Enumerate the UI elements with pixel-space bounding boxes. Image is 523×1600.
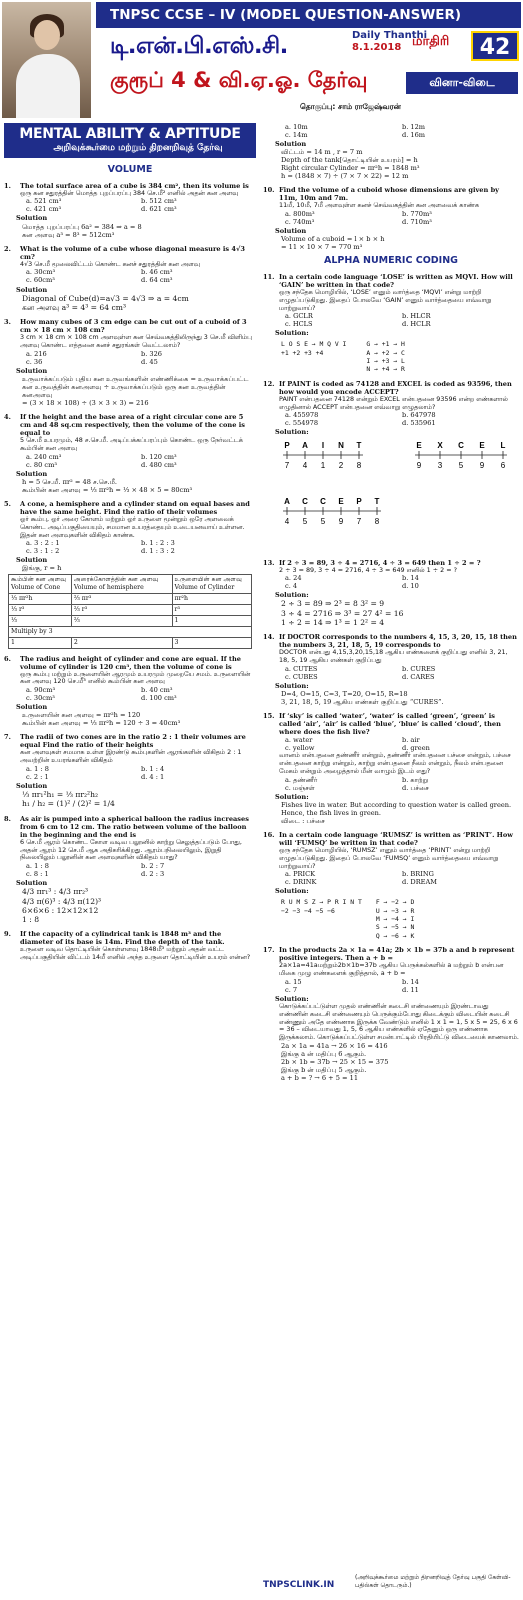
question-4: 4. If the height and the base area of a right circular cone are 5 cm and 48 sq.cm respectively, then the volume of the cone is equal to 5 செ.மீ உயரமும், 48 ச.செ.மீ. அடிப்பக்கப்பரப்பும் கொண்ட ஒரு நேர்வட்டக் கூம்பின் கன அளவு a. 240 cm³ b. 120 cm³ c. 80 cm³ d. 480 cm³ Solution h = 5 செ.மீ. πr² = 48 ச.செ.மீ. கூம்பின் கன அளவு = ⅓ πr²h = ⅓ × 48 × 5 = 80cm³ (4, 412, 245, 494)
paint-letter: I (321, 440, 325, 450)
question-17: 17. In the products 2a × 1a = 41a; 2b × 1b = 37b a and b represent positive integers. Then a + b = 2a×1a=41aமற்றும்2b×1b=37b ஆகிய பெருக்கல்களில் a மற்றும் b என்பன மிகை முழு எண்களைக் குறித்தால், a + b = a. 15 b. 14 c. 7 d. 11 Solution: கொடுக்கப்பட்டுள்ள முதல் எண்ணின் கடைசி எண்ணையும் இரண்டாவது எண்ணின் கடைசி எண்ணையும் பெருக்கும்போது கிடைக்கும் விடையின் கடைசி எண்ணும் அதே எண்ணாக இருக்க வேண்டும் எனில் 1 x 1 = 1, 5 x 5 = 25, 6 x 6 = 36 – விடையாவது 1, 5, 6 ஆகிய எண்களில் ஏதேனும் ஒரு எண்ணாக இருக்கலாம். கொடுக்கப்பட்டுள்ள சமன்பாட்டில் பிரதியிட்டு விடையைக் காணலாம். 2a × 1a = 41a → 26 × 16 = 416 இங்கு a ன் மதிப்பு 6 ஆகும். 2b × 1b = 37b → 25 × 15 = 375 இங்கு b ன் மதிப்பு 5 ஆகும். a + b = ? → 6 + 5 = 11 (263, 946, 519, 1083)
lose-code-diagram: L O S E → M Q V I +1 +2 +3 +4 G → +1 → H A → +2 → C I → +3 → L N → +4 → R (281, 340, 405, 374)
paint-letter: N (338, 440, 344, 450)
page-footer (263, 1574, 519, 1596)
accept-digit: 5 (302, 516, 308, 526)
left-column (4, 123, 256, 962)
excel-digit: 5 (458, 460, 464, 470)
paint-letter: P (284, 440, 290, 450)
student-photo (2, 2, 94, 118)
excel-digit: 3 (437, 460, 443, 470)
accept-letter: C (302, 496, 308, 506)
rumsz-code-diagram: R U M S Z → P R I N T −2 −3 −4 −5 −6 F → −2 → D U → −3 → R M → −4 → I S → −5 → N Q → −6 → K (281, 898, 415, 940)
question-14: 14. If DOCTOR corresponds to the numbers 4, 15, 3, 20, 15, 18 then the numbers 3, 21, 18, 5, 19 corresponds to DOCTOR என்பது 4,15,3,20,15,18 ஆகிய எண்களைக் குறிப்பது எனில் 3, 21, 18, 5, 19 ஆகிய எண்கள் குறிப்பது a. CUTES b. CURES c. CUBES d. CARES Solution: D=4, O=15, C=3, T=20, O=15, R=18 3, 21, 18, 5, 19 ஆகிய எண்கள் குறிப்பது “CURES”. (263, 633, 517, 707)
accept-digit: 5 (320, 516, 326, 526)
website-label: TNPSCLINK.IN (263, 1580, 335, 1590)
accept-letter: T (374, 496, 380, 506)
section-title-alpha-numeric: ALPHA NUMERIC CODING (324, 255, 458, 267)
question-3: 3. How many cubes of 3 cm edge can be cut out of a cuboid of 3 cm × 18 cm × 108 cm? 3 cm × 18 cm × 108 cm அளவுள்ள கன செவ்வகத்திலிருந்து 3 செ.மீ விளிம்பு அளவு கொண்ட எத்தனை கனச் சதுரங்கள் வெட்டலாம்? a. 216 b. 326 c. 36 d. 45 Solution உருவாக்கப்படும் புதிய கன உருவங்களின் எண்ணிக்கை = உருவாக்கப்பட்ட கன உருவத்தின் கனஅளவு ÷ உருவாக்கப்படும் ஒரு கன உருவத்தின் கனஅளவு = (3 × 18 × 108) ÷ (3 × 3 × 3) = 216 (4, 318, 252, 407)
question-16: 16. In a certain code language ‘RUMSZ’ is written as ‘PRINT’. How will ‘FUMSQ’ be written in that code? ஒரு சந்தேக மொழியில், ‘RUMSZ’ எனும் வார்த்தை ‘PRINT’ என்று மாற்றி எழுதப்படுகிறது. இதைப் போலவே ‘FUMSQ’ எனும் வார்த்தையை எவ்வாறு மாற்றுவாய்? a. PRICK b. BRING c. DRINK d. DREAM Solution: R U M S Z → P R I N T −2 −3 −4 −5 −6 F → −2 → D U → −3 → R M → −4 → I S → −5 → N Q → −6 → K (263, 831, 519, 940)
excel-letter: E (416, 440, 422, 450)
question-7: 7. The radii of two cones are in the ratio 2 : 1 their volumes are equal Find the ratio of their heights கன அளவுகள் சமமாக உள்ள இரண்டு கூம்புகளின் ஆரங்களின் விகிதம் 2 : 1 அவற்றின் உயரங்களின் விகிதம் a. 1 : 8 b. 1 : 4 c. 2 : 1 d. 4 : 1 Solution ⅓ πr₁²h₁ = ⅓ πr₂²h₂ h₁ / h₂ = (1)² / (2)² = 1/4 (4, 733, 246, 809)
right-column (263, 123, 519, 1082)
excel-digit: 9 (416, 460, 422, 470)
accept-digit: 7 (356, 516, 362, 526)
question-5: 5. A cone, a hemisphere and a cylinder stand on equal bases and have the same height. Find the ratio of their volumes ஓர் கூம்பு, ஓர் அரை கோளம் மற்றும் ஓர் உருளை மூன்றும் ஒரே அளவைக் கொண்ட அடிப்பகுதியையும், சமமான உயரத்தையும் உடையனவாய் உள்ளன. இதன் கன அளவுகளின் விகிதம் காண்க. a. 3 : 2 : 1 b. 1 : 2 : 3 c. 3 : 1 : 2 d. 1 : 3 : 2 Solution இங்கு, r = h கூம்பின் கன அளவு Volume of Cone அரைக்கோளத்தின் கன அளவு Volume of hemisphere உருளையின் கன அளவு Volume of Cylinder ⅓ πr²h ⅔ πr³ πr²h ⅓ r³ ⅔ r³ r³ ⅓ ⅔ 1 Multiply by 3 1 2 3 (4, 500, 256, 649)
question-10: 10. Find the volume of a cuboid whose dimensions are given by 11m, 10m and 7m. 11மீ, 10மீ, 7மீ அளவுள்ள கனச் செவ்வகத்தின் கன அளவைக் காண்க a. 800m³ b. 770m³ c. 740m³ d. 710m³ Solution Volume of a cuboid = l × b × h = 11 × 10 × 7 = 770 m³ (263, 186, 500, 252)
paint-digit: 8 (356, 460, 362, 470)
paint-letter: T (356, 440, 362, 450)
accept-digit: 8 (374, 516, 380, 526)
excel-letter: X (437, 440, 443, 450)
question-9-continued: a. 10m b. 12m c. 14m d. 16m Solution விட்டம் = 14 m , r = 7 m Depth of the tank[தொட்டியின் உயரம்] = h Right circular Cylinder = πr²h = 1848 m³ h = (1848 × 7) ÷ (7 × 7 × 22) = 12 m (275, 123, 426, 181)
header-model-label: மாதிரி (412, 34, 450, 49)
volume-ratio-table: கூம்பின் கன அளவு Volume of Cone அரைக்கோளத்தின் கன அளவு Volume of hemisphere உருளையின் கன அளவு Volume of Cylinder ⅓ πr²h ⅔ πr³ πr²h ⅓ r³ ⅔ r³ r³ ⅓ ⅔ 1 Multiply by 3 1 2 3 (8, 574, 252, 648)
accept-letter: A (284, 496, 290, 506)
page-header (0, 0, 523, 120)
accept-letter: P (356, 496, 362, 506)
paint-excel-code-diagram (281, 439, 515, 549)
question-11: 11. In a certain code language ‘LOSE’ is written as MQVI. How will ‘GAIN’ be written in that code? ஒரு சந்தேக மொழியில், ‘LOSE’ எனும் வார்த்தை ‘MQVI’ என்று மாற்றி எழுதப்படுகிறது. இதைப் போலவே ‘GAIN’ எனும் வார்த்தையை எவ்வாறு மாற்றுவாய்? a. GCLR b. HLCR c. HCLS d. HCLR Solution: L O S E → M Q V I +1 +2 +3 +4 G → +1 → H A → +2 → C I → +3 → L N → +4 → R (263, 273, 519, 374)
question-15: 15. If ‘sky’ is called ‘water’, ‘water’ is called ‘green’, ‘green’ is called ‘air’, ‘air’ is called ‘blue’, ‘blue’ is called ‘cloud’, then where does the fish live? a. water b. air c. yellow d. green வானம் என்பதனை தண்ணீர் என்றும், தண்ணீர் என்பதனை பச்சை என்றும், பச்சை என்பதனை காற்று என்றும், காற்று என்பதனை நீலம் என்றும், நீலம் என்பதனை மேகம் என்றும் அழைத்தால் மீன் வாழும் இடம் எது? a. தண்ணீர் b. காற்று c. மஞ்சள் d. பச்சை Solution: Fishes live in water. But according to question water is called green. Hence, the fish lives in green. விடை : பச்சை (263, 712, 512, 825)
section-title-volume: VOLUME (107, 164, 153, 175)
newspaper-date: Daily Thanthi 8.1.2018 (352, 30, 428, 53)
section-banner: MENTAL ABILITY & APTITUDE அறிவுக்கூர்மை மற்றும் திறனறிவுத் தேர்வு (4, 123, 256, 158)
paint-digit: 7 (284, 460, 290, 470)
excel-digit: 6 (500, 460, 506, 470)
excel-letter: L (500, 440, 506, 450)
question-1: 1. The total surface area of a cube is 384 cm², then its volume is ஒரு கன சதுரத்தின் மொத்த புறப்பரப்பு 384 செ.மீ² எனில் அதன் கன அளவு a. 521 cm³ b. 512 cm³ c. 421 cm³ d. 621 cm³ Solution மொத்த புறப்பரப்பு 6a² = 384 ⇒ a = 8 கன அளவு a³ = 8³ = 512cm³ (4, 181, 249, 239)
header-title-line1: டி.என்.பி.எஸ்.சி. (110, 33, 288, 59)
accept-letter: E (338, 496, 344, 506)
question-13: 13. If 2 ÷ 3 = 89, 3 ÷ 4 = 2716, 4 ÷ 3 = 649 then 1 ÷ 2 = ? 2 ÷ 3 = 89, 3 ÷ 4 = 2716, 4 ÷ 3 = 649 எனில் 1 ÷ 2 = ? a. 24 b. 14 c. 4 d. 10 Solution: 2 ÷ 3 = 89 ⇒ 2³ = 8 3² = 9 3 ÷ 4 = 2716 ⇒ 3³ = 27 4² = 16 1 ÷ 2 = 14 ⇒ 1³ = 1 2² = 4 (263, 558, 481, 627)
header-title-line2: குரூப் 4 & வி.ஏ.ஓ. தேர்வு (110, 68, 368, 92)
question-8: 8. As air is pumped into a spherical balloon the radius increases from 6 cm to 12 cm. The ratio between volume of the balloon in the beginning and the end is 6 செ.மீ ஆரம் கொண்ட கோள வடிவ பலூனில் காற்று செலுத்தப்படும் போது, அதன் ஆரம் 12 செ.மீ ஆக அதிகரிக்கிறது. ஆரம்பநிலையிலும், இறுதி நிலையிலும் பலூனின் கன அளவுகளின் விகிதம் யாது? a. 1 : 8 b. 2 : 7 c. 8 : 1 d. 2 : 3 Solution 4/3 πr₁³ : 4/3 πr₂³ 4/3 π(6)³ : 4/3 π(12)³ 6×6×6 : 12×12×12 1 : 8 (4, 814, 249, 925)
excel-letter: E (479, 440, 485, 450)
question-2: 2. What is the volume of a cube whose diagonal measure is 4√3 cm? 4√3 செ.மீ மூலைவிட்டம் கொண்ட கனச் சதுரத்தின் கன அளவு a. 30cm³ b. 46 cm³ c. 60cm³ d. 64 cm³ Solution Diagonal of Cube(d)=a√3 = 4√3 ⇒ a = 4cm கன அளவு a³ = 4³ = 64 cm³ (4, 244, 245, 312)
accept-digit: 4 (284, 516, 290, 526)
header-strip: TNPSC CCSE – IV (MODEL QUESTION-ANSWER) (96, 2, 521, 28)
page-number: 42 (471, 31, 519, 61)
accept-letter: C (320, 496, 326, 506)
question-6: 6. The radius and height of cylinder and cone are equal. If the volume of cylinder is 120 cm³, then the volume of cone is ஒரு கூம்பு மற்றும் உருளையின் ஆரமும் உயரமும் முறையே சமம். உருளையின் கன அளவு 120 செ.மீ³ எனில் கூம்பின் கன அளவு a. 90cm³ b. 40 cm³ c. 30cm³ d. 100 cm³ Solution உருளையின் கன அளவு = πr²h = 120 கூம்பின் கன அளவு = ⅓ πr²h = 120 ÷ 3 = 40cm³ (4, 654, 251, 728)
accept-digit: 9 (338, 516, 344, 526)
header-qa-label: வினா-விடை (406, 72, 518, 94)
question-9: 9. If the capacity of a cylindrical tank is 1848 m³ and the diameter of its base is 14m. Find the depth of the tank. உருளை வடிவ தொட்டியின் கொள்ளளவு 1848மீ³ மற்றும் அதன் வட்ட அடிப்பகுதியின் விட்டம் 14மீ எனில் அந்த உருளை தொட்டியின் உயரம் என்ன? (4, 930, 251, 962)
excel-digit: 9 (479, 460, 485, 470)
question-12: 12. If PAINT is coded as 74128 and EXCEL is coded as 93596, then how would you encode ACCEPT? PAINT என்பதனை 74128 என்றும் EXCEL என்பதனை 93596 என்ற எண்களால் எழுதினால் ACCEPT என்பதனை எவ்வாறு எழுதலாம்? a. 455978 b. 647978 c. 554978 d. 535961 Solution: P 7 A 4 I 1 N 2 T 8 E 9 X 3 C 5 E 9 L 6 A 4 C 5 C 5 E 9 P 7 T 8 (263, 380, 519, 553)
paint-letter: A (302, 440, 308, 450)
paint-digit: 1 (320, 460, 326, 470)
excel-letter: C (458, 440, 464, 450)
continued-note: (அறிவுக்கூர்மை மற்றும் திறனறிவுத் தேர்வு பகுதி கேள்வி-பதில்கள் தொடரும்.) (355, 1574, 511, 1589)
paint-digit: 2 (338, 460, 344, 470)
author-credit: தொகுப்பு: சாம் ராஜேஷ்வரன் (300, 102, 401, 111)
paint-digit: 4 (302, 460, 308, 470)
